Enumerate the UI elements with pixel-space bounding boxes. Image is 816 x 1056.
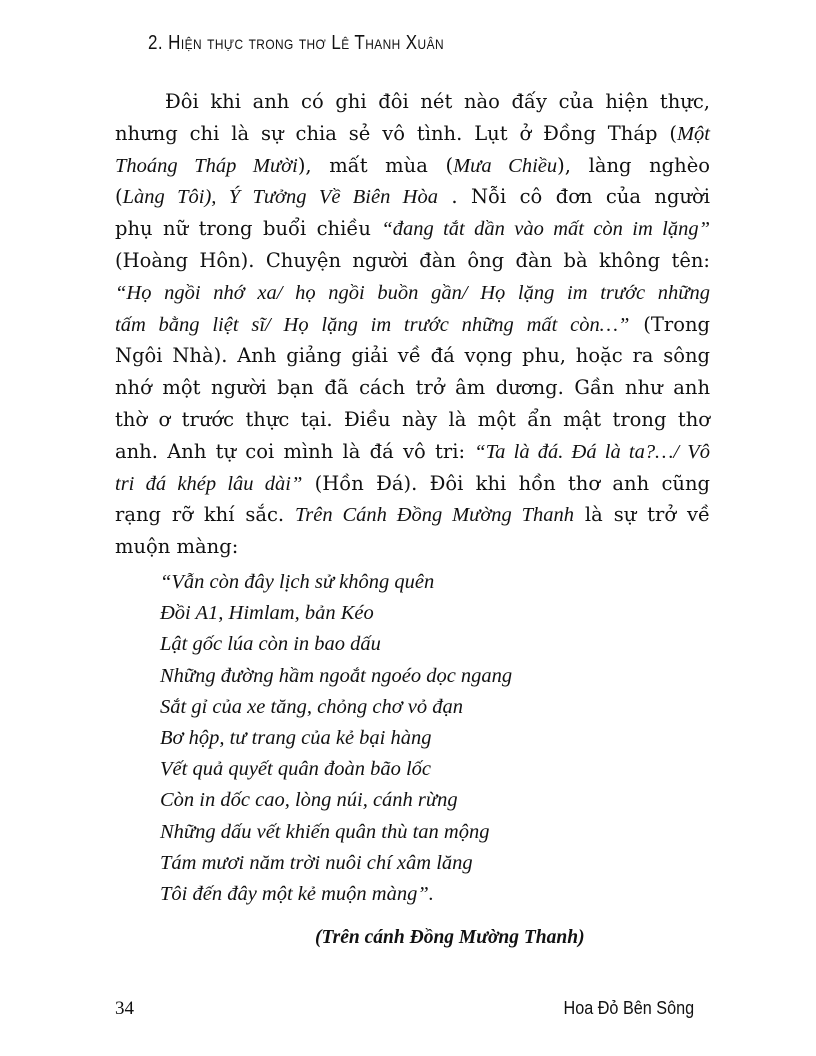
paragraph-line xyxy=(115,436,710,468)
text: muộn màng: xyxy=(115,535,239,559)
italic-text: Thoáng Tháp Mười xyxy=(115,154,298,177)
text: Ngôi Nhà). Anh giảng giải về đá vọng phu, hoặc ra sông xyxy=(115,344,710,368)
text: phụ nữ trong buổi chiều xyxy=(115,217,382,241)
paragraph-line xyxy=(115,181,710,213)
poem-attribution: (Trên cánh Đồng Mường Thanh) xyxy=(315,927,585,948)
poem-excerpt xyxy=(160,567,512,910)
poem-line: Vết quả quyết quân đoàn bão lốc xyxy=(160,758,432,781)
book-title: Hoa Đỏ Bên Sông xyxy=(563,998,694,1018)
poem-line: Bơ hộp, tư trang của kẻ bại hàng xyxy=(160,726,432,749)
section-title: 2. Hiện thực trong thơ Lê Thanh Xuân xyxy=(148,32,444,54)
poem-line: Đồi A1, Himlam, bản Kéo xyxy=(160,602,374,625)
paragraph-line xyxy=(115,499,710,531)
paragraph-line xyxy=(115,245,710,277)
text: thờ ơ trước thực tại. Điều này là một ẩn mật trong thơ xyxy=(115,407,710,431)
paragraph-line xyxy=(115,150,710,182)
paragraph-line xyxy=(115,86,710,118)
text: . Nỗi cô đơn của người xyxy=(437,185,710,209)
paragraph-line xyxy=(115,340,710,372)
body-paragraph xyxy=(115,86,710,563)
text: Đôi khi anh có ghi đôi nét nào đấy của hiện thực, xyxy=(165,90,710,113)
text: ), mất mùa ( xyxy=(297,153,454,177)
paragraph-line xyxy=(115,277,710,309)
poem-line: Còn in dốc cao, lòng núi, cánh rừng xyxy=(160,789,458,812)
italic-text: tri đá khép lâu dài” xyxy=(115,472,303,495)
poem-line: “Vẫn còn đây lịch sử không quên xyxy=(160,571,435,593)
paragraph-line xyxy=(115,213,710,245)
italic-text: “đang tắt dần vào mất còn im lặng” xyxy=(381,218,710,241)
paragraph-line xyxy=(115,404,710,436)
poem-line: Những dấu vết khiến quân thù tan mộng xyxy=(160,820,490,843)
text: nhưng chi là sự chia sẻ vô tình. Lụt ở Đồng Tháp ( xyxy=(115,121,677,145)
italic-text: Một xyxy=(676,122,710,145)
text: rạng rỡ khí sắc. xyxy=(115,503,296,527)
text: ), làng nghèo xyxy=(557,153,710,177)
text: (Hồn Đá). Đôi khi hồn thơ anh cũng xyxy=(302,471,710,495)
text: (Trong xyxy=(629,312,711,336)
italic-text: Trên Cánh Đồng Mường Thanh xyxy=(295,504,575,527)
poem-line: Tôi đến đây một kẻ muộn màng”. xyxy=(160,882,434,905)
text: ( xyxy=(115,185,123,209)
italic-text: “Họ ngồi nhớ xa/ họ ngồi buồn gần/ Họ lặng im trước những xyxy=(115,281,710,304)
poem-line: Sắt gỉ của xe tăng, chỏng chơ vỏ đạn xyxy=(160,695,463,718)
italic-text: Làng Tôi), Ý Tưởng Về Biên Hòa xyxy=(122,186,438,209)
text: anh. Anh tự coi mình là đá vô tri: xyxy=(115,439,475,463)
paragraph-line xyxy=(115,372,710,404)
text: (Hoàng Hôn). Chuyện người đàn ông đàn bà không tên: xyxy=(115,248,710,272)
text: là sự trở về xyxy=(574,503,710,527)
paragraph-line xyxy=(115,309,710,341)
italic-text: Mưa Chiều xyxy=(453,154,558,177)
paragraph-line xyxy=(115,468,710,500)
italic-text: “Ta là đá. Đá là ta?…/ Vô xyxy=(474,440,710,463)
text: nhớ một người bạn đã cách trở âm dương. Gần như anh xyxy=(115,376,710,400)
paragraph-line xyxy=(115,118,710,150)
poem-line: Những đường hầm ngoắt ngoéo dọc ngang xyxy=(160,664,513,687)
page-number: 34 xyxy=(115,998,134,1019)
poem-line: Tám mươi năm trời nuôi chí xâm lăng xyxy=(160,851,473,874)
italic-text: tấm bằng liệt sĩ/ Họ lặng im trước những mất còn…” xyxy=(115,313,630,336)
paragraph-line xyxy=(115,531,710,563)
poem-line: Lật gốc lúa còn in bao dấu xyxy=(160,633,381,656)
